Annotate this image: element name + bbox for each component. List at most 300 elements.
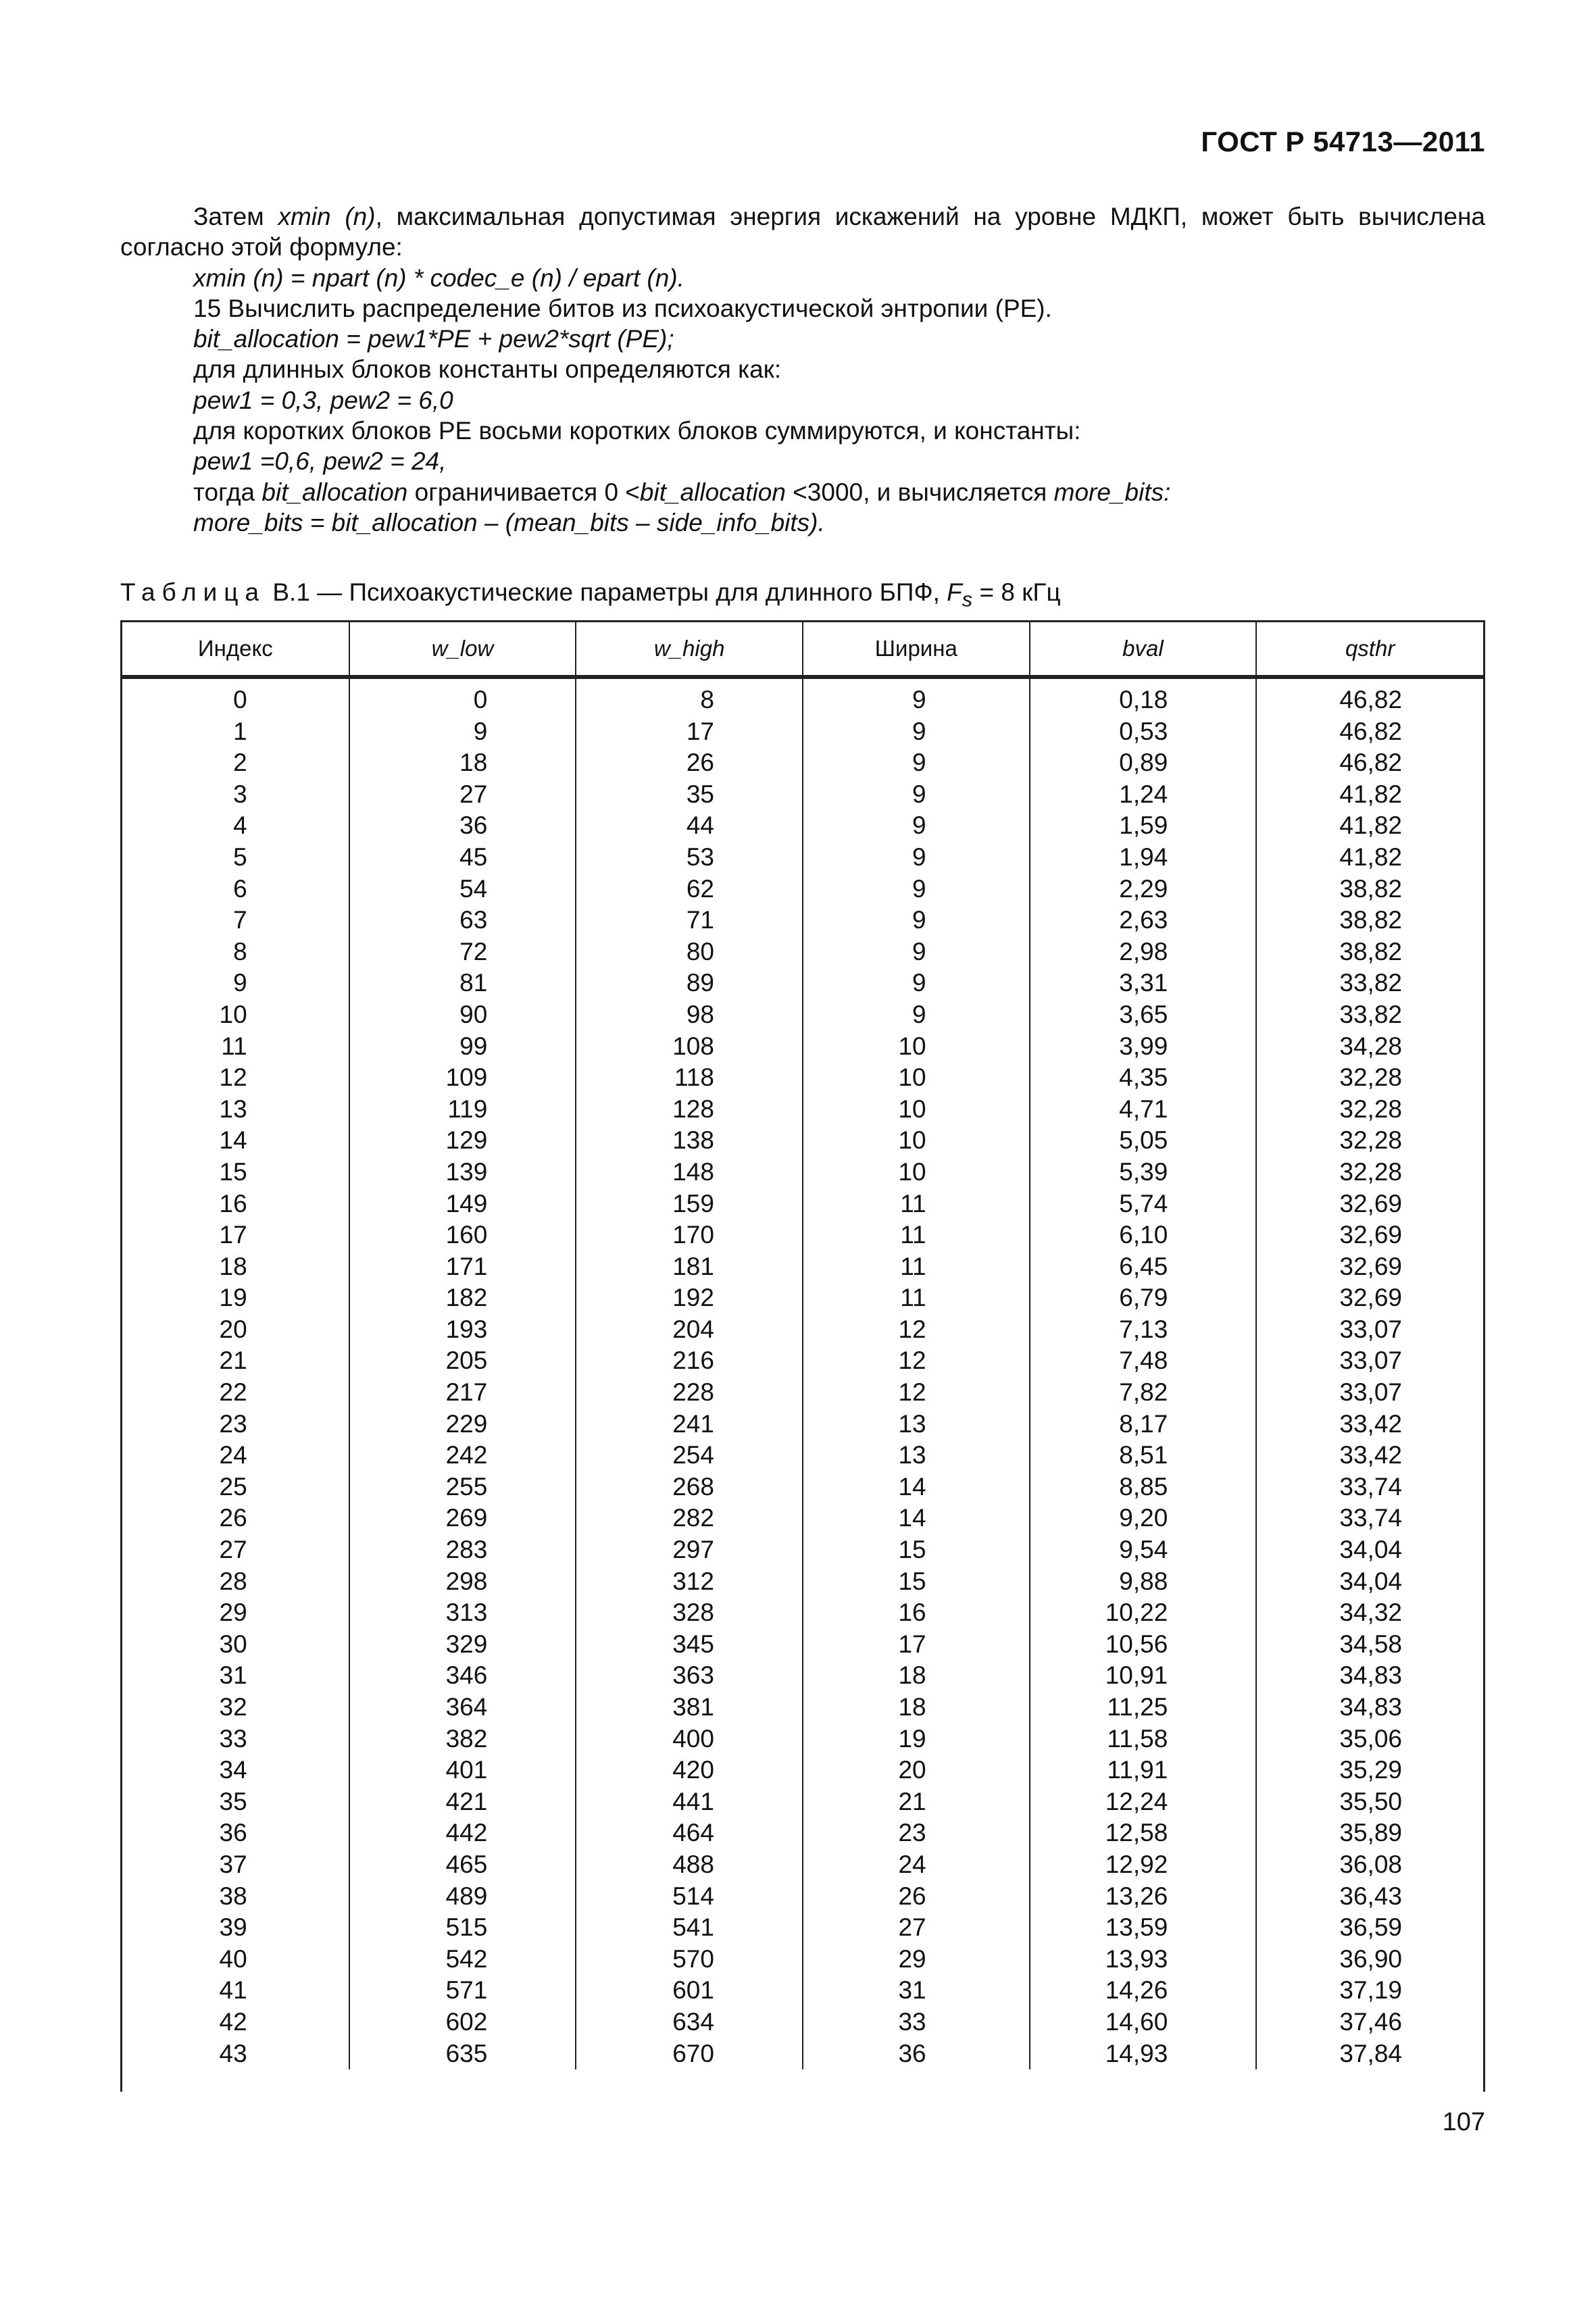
- table-cell: 6: [233, 874, 247, 903]
- table-cell: 313: [349, 1597, 576, 1629]
- table-cell: 1,94: [1030, 842, 1257, 874]
- table-cell: 10: [803, 1125, 1030, 1157]
- table-cell: 9: [803, 684, 1030, 716]
- table-cell: 19: [219, 1284, 247, 1312]
- table-cell: 12: [803, 1377, 1030, 1409]
- table-cell: 138: [576, 1125, 803, 1157]
- table-row: [122, 874, 1483, 905]
- table-cell: 9: [803, 842, 1030, 874]
- table-cell: 602: [349, 2007, 576, 2038]
- table-row: [122, 936, 1483, 968]
- text-run: Затем: [193, 203, 278, 230]
- table-cell: 30: [219, 1630, 247, 1658]
- table-cell: 35,06: [1256, 1724, 1483, 1755]
- table-cell: 63: [349, 905, 576, 936]
- table-row: [122, 1125, 1483, 1157]
- header-width: Ширина: [803, 622, 1030, 676]
- table-cell: 400: [576, 1724, 803, 1755]
- table-cell: 32,28: [1256, 1157, 1483, 1188]
- table-cell: 17: [219, 1221, 247, 1249]
- table-cell: 32,69: [1256, 1251, 1483, 1283]
- table-cell: 32: [219, 1693, 247, 1721]
- table-cell: 1: [233, 717, 247, 745]
- table-cell: 35,89: [1256, 1817, 1483, 1849]
- table-cell: 27: [803, 1912, 1030, 1944]
- table-cell: 34,83: [1256, 1692, 1483, 1724]
- table-cell: 31: [219, 1661, 247, 1690]
- table-cell: 4: [233, 811, 247, 840]
- table-cell: 38,82: [1256, 936, 1483, 968]
- table-cell: 34,04: [1256, 1566, 1483, 1598]
- table-cell: 33,74: [1256, 1472, 1483, 1503]
- table-cell: 514: [576, 1881, 803, 1913]
- table-cell: 34: [219, 1756, 247, 1784]
- formula-text: more_bits = bit_allocation – (mean_bits – side_info_bits).: [193, 508, 825, 536]
- data-table: [122, 622, 1483, 2069]
- table-cell: 12,92: [1030, 1849, 1257, 1881]
- table-cell: 192: [576, 1282, 803, 1314]
- table-cell: 217: [349, 1377, 576, 1409]
- table-cell: 14,60: [1030, 2007, 1257, 2038]
- table-cell: 36: [219, 1819, 247, 1847]
- variable: more_bits:: [1053, 478, 1171, 506]
- table-cell: 3,65: [1030, 999, 1257, 1031]
- table-cell: 46,82: [1256, 747, 1483, 779]
- table-cell: 1,59: [1030, 810, 1257, 842]
- table-cell: 10,22: [1030, 1597, 1257, 1629]
- step-15: 15 Вычислить распределение битов из психоакустической энтропии (PE).: [193, 294, 1052, 322]
- table-cell: 13: [219, 1095, 247, 1123]
- table-cell: 8,51: [1030, 1440, 1257, 1472]
- table-cell: 15: [803, 1534, 1030, 1566]
- table-cell: 33,07: [1256, 1345, 1483, 1377]
- table-cell: 14,93: [1030, 2038, 1257, 2070]
- table-cell: 381: [576, 1692, 803, 1724]
- table-cell: 81: [349, 967, 576, 999]
- table-cell: 9: [803, 716, 1030, 748]
- table-cell: 13,26: [1030, 1881, 1257, 1913]
- table-row: [122, 810, 1483, 842]
- table-cell: 159: [576, 1188, 803, 1220]
- table-cell: 12: [803, 1345, 1030, 1377]
- table-cell: 71: [576, 905, 803, 936]
- table-cell: 20: [803, 1755, 1030, 1786]
- table-cell: 541: [576, 1912, 803, 1944]
- table-cell: 108: [576, 1031, 803, 1063]
- table-cell: 32,28: [1256, 1125, 1483, 1157]
- table-cell: 24: [803, 1849, 1030, 1881]
- table-cell: 204: [576, 1314, 803, 1346]
- text-run: тогда: [193, 478, 262, 506]
- table-cell: 36,59: [1256, 1912, 1483, 1944]
- table-row: [122, 716, 1483, 748]
- text-run: <3000, и вычисляется: [785, 478, 1054, 506]
- table-cell: 9: [803, 747, 1030, 779]
- table-cell: 99: [349, 1031, 576, 1063]
- table-cell: 21: [219, 1347, 247, 1375]
- table-cell: 268: [576, 1472, 803, 1503]
- table-cell: 8: [233, 937, 247, 965]
- table-cell: 5,39: [1030, 1157, 1257, 1188]
- formula-text: xmin (n) = npart (n) * codec_e (n) / epart (n).: [193, 263, 684, 292]
- table-cell: 98: [576, 999, 803, 1031]
- table-cell: 3,99: [1030, 1031, 1257, 1063]
- table-cell: 18: [803, 1660, 1030, 1692]
- table-cell: 515: [349, 1912, 576, 1944]
- table-cell: 33,42: [1256, 1440, 1483, 1472]
- table-cell: 35,29: [1256, 1755, 1483, 1786]
- table-row: [122, 1912, 1483, 1944]
- table-cell: 13: [803, 1409, 1030, 1440]
- table-row: [122, 1251, 1483, 1283]
- table-cell: 241: [576, 1409, 803, 1440]
- table-row: [122, 1566, 1483, 1598]
- table-cell: 31: [803, 1975, 1030, 2007]
- table-cell: 10: [219, 1000, 247, 1028]
- table-cell: 36,90: [1256, 1944, 1483, 1976]
- table-cell: 193: [349, 1314, 576, 1346]
- table-cell: 229: [349, 1409, 576, 1440]
- table-cell: 346: [349, 1660, 576, 1692]
- table-cell: 8: [576, 684, 803, 716]
- table-cell: 41: [219, 1976, 247, 2005]
- table-cell: 6,79: [1030, 1282, 1257, 1314]
- table-cell: 4,71: [1030, 1094, 1257, 1126]
- table-cell: 14,26: [1030, 1975, 1257, 2007]
- text-run: ограничивается 0 <: [407, 478, 640, 506]
- table-cell: 312: [576, 1566, 803, 1598]
- table-cell: 297: [576, 1534, 803, 1566]
- table-cell: 39: [219, 1913, 247, 1942]
- table-cell: 18: [803, 1692, 1030, 1724]
- table-cell: 181: [576, 1251, 803, 1283]
- table-cell: 0: [349, 684, 576, 716]
- table-row: [122, 1377, 1483, 1409]
- table-cell: 382: [349, 1724, 576, 1755]
- table-cell: 9: [803, 999, 1030, 1031]
- table-cell: 129: [349, 1125, 576, 1157]
- table-cell: 0,89: [1030, 747, 1257, 779]
- table-row: [122, 1975, 1483, 2007]
- header-row: [122, 622, 1483, 676]
- table-cell: 488: [576, 1849, 803, 1881]
- table-cell: 41,82: [1256, 779, 1483, 811]
- table-row: [122, 747, 1483, 779]
- table-row: [122, 1660, 1483, 1692]
- table-cell: 601: [576, 1975, 803, 2007]
- table-cell: 33,74: [1256, 1503, 1483, 1534]
- table-cell: 170: [576, 1219, 803, 1251]
- table-cell: 282: [576, 1503, 803, 1534]
- table-cell: 3: [233, 780, 247, 808]
- table-cell: 9,88: [1030, 1566, 1257, 1598]
- table-row: [122, 842, 1483, 874]
- paragraph-continuation: согласно этой формуле:: [120, 233, 403, 261]
- table-row: [122, 1440, 1483, 1472]
- table-cell: 9: [803, 905, 1030, 936]
- page-number: 107: [1442, 2108, 1485, 2136]
- table-cell: 17: [803, 1629, 1030, 1661]
- table-cell: 20: [219, 1315, 247, 1343]
- table-cell: 345: [576, 1629, 803, 1661]
- table-cell: 89: [576, 967, 803, 999]
- table-cell: 118: [576, 1062, 803, 1094]
- table-row: [122, 1629, 1483, 1661]
- table-cell: 283: [349, 1534, 576, 1566]
- table-cell: 43: [219, 2039, 247, 2067]
- table-cell: 28: [219, 1567, 247, 1595]
- table-cell: 8,85: [1030, 1472, 1257, 1503]
- table-cell: 9: [803, 779, 1030, 811]
- table-cell: 363: [576, 1660, 803, 1692]
- table-row: [122, 1314, 1483, 1346]
- table-cell: 32,28: [1256, 1062, 1483, 1094]
- table-cell: 41,82: [1256, 810, 1483, 842]
- table-cell: 26: [576, 747, 803, 779]
- table-cell: 2,29: [1030, 874, 1257, 905]
- table-cell: 16: [219, 1189, 247, 1217]
- table-cell: 33,42: [1256, 1409, 1483, 1440]
- table-row: [122, 1157, 1483, 1188]
- table-cell: 10,91: [1030, 1660, 1257, 1692]
- limit-text: [120, 477, 1485, 507]
- table-row: [122, 684, 1483, 716]
- table-cell: 489: [349, 1881, 576, 1913]
- variable: bit_allocation: [261, 478, 408, 506]
- table-cell: 38,82: [1256, 905, 1483, 936]
- formula-xmin: [120, 263, 1485, 293]
- table-row: [122, 1409, 1483, 1440]
- table-cell: 128: [576, 1094, 803, 1126]
- table-row: [122, 1282, 1483, 1314]
- table-cell: 10: [803, 1031, 1030, 1063]
- table-cell: 10: [803, 1094, 1030, 1126]
- table-cell: 2,98: [1030, 936, 1257, 968]
- table-cell: 33: [219, 1724, 247, 1753]
- table-cell: 420: [576, 1755, 803, 1786]
- table-cell: 14: [219, 1126, 247, 1155]
- table-cell: 41,82: [1256, 842, 1483, 874]
- table-cell: 44: [576, 810, 803, 842]
- table-cell: 3,31: [1030, 967, 1257, 999]
- document-header: ГОСТ Р 54713—2011: [1201, 126, 1485, 157]
- table-cell: 35,50: [1256, 1786, 1483, 1818]
- table-cell: 34,83: [1256, 1660, 1483, 1692]
- table-cell: 15: [219, 1157, 247, 1186]
- table-cell: 35: [219, 1787, 247, 1815]
- table-row: [122, 2038, 1483, 2070]
- table-cell: 33,07: [1256, 1314, 1483, 1346]
- table-cell: 14: [803, 1472, 1030, 1503]
- table-cell: 26: [219, 1504, 247, 1532]
- paragraph-xmin: [120, 201, 1485, 232]
- table-cell: 32,69: [1256, 1219, 1483, 1251]
- table-cell: 35: [576, 779, 803, 811]
- table-cell: 328: [576, 1597, 803, 1629]
- table-cell: 205: [349, 1345, 576, 1377]
- formula-text: bit_allocation = pew1*PE + pew2*sqrt (PE);: [193, 325, 674, 353]
- table-cell: 9: [349, 716, 576, 748]
- table-row: [122, 1724, 1483, 1755]
- table-cell: 54: [349, 874, 576, 905]
- variable: xmin (n): [278, 203, 376, 230]
- table-cell: 27: [349, 779, 576, 811]
- formula-more-bits: [120, 507, 1485, 538]
- table-cell: 7,13: [1030, 1314, 1257, 1346]
- table-cell: 11: [803, 1219, 1030, 1251]
- table-cell: 17: [576, 716, 803, 748]
- table-cell: 12,24: [1030, 1786, 1257, 1818]
- table-cell: 401: [349, 1755, 576, 1786]
- formula-bit-allocation: [120, 324, 1485, 354]
- table-cell: 25: [219, 1472, 247, 1501]
- long-blocks-constants: [120, 385, 1485, 416]
- table-cell: 109: [349, 1062, 576, 1094]
- table-cell: 24: [219, 1441, 247, 1469]
- table-cell: 0: [233, 686, 247, 713]
- table-cell: 90: [349, 999, 576, 1031]
- table-cell: 4,35: [1030, 1062, 1257, 1094]
- table-cell: 36: [803, 2038, 1030, 2070]
- table-cell: 464: [576, 1817, 803, 1849]
- table-cell: 7,48: [1030, 1345, 1257, 1377]
- table-cell: 12: [219, 1063, 247, 1092]
- table-cell: 26: [803, 1881, 1030, 1913]
- table-row: [122, 1786, 1483, 1818]
- parameters-table: [120, 620, 1485, 2092]
- formula-text: pew1 = 0,3, pew2 = 6,0: [193, 386, 453, 414]
- table-cell: 18: [349, 747, 576, 779]
- table-cell: 0,18: [1030, 684, 1257, 716]
- table-cell: 9: [803, 936, 1030, 968]
- table-cell: 635: [349, 2038, 576, 2070]
- table-cell: 242: [349, 1440, 576, 1472]
- table-cell: 11,58: [1030, 1724, 1257, 1755]
- table-cell: 12: [803, 1314, 1030, 1346]
- table-cell: 36,43: [1256, 1881, 1483, 1913]
- table-row: [122, 1755, 1483, 1786]
- table-cell: 13,93: [1030, 1944, 1257, 1976]
- table-cell: 139: [349, 1157, 576, 1188]
- table-cell: 32,69: [1256, 1282, 1483, 1314]
- header-gap: [122, 678, 1483, 685]
- table-cell: 23: [803, 1817, 1030, 1849]
- table-cell: 37,84: [1256, 2038, 1483, 2070]
- table-cell: 9: [803, 874, 1030, 905]
- table-cell: 13,59: [1030, 1912, 1257, 1944]
- table-row: [122, 1849, 1483, 1881]
- table-cell: 32,69: [1256, 1188, 1483, 1220]
- table-row: [122, 1817, 1483, 1849]
- short-blocks-text: для коротких блоков PE восьми коротких блоков суммируются, и константы:: [193, 417, 1081, 445]
- long-blocks-text: для длинных блоков константы определяются как:: [193, 355, 782, 384]
- table-cell: 298: [349, 1566, 576, 1598]
- caption-text: В.1 — Психоакустические параметры для длинного БПФ,: [272, 578, 947, 606]
- table-row: [122, 1472, 1483, 1503]
- table-cell: 36,08: [1256, 1849, 1483, 1881]
- table-cell: 16: [803, 1597, 1030, 1629]
- table-cell: 228: [576, 1377, 803, 1409]
- table-cell: 634: [576, 2007, 803, 2038]
- table-cell: 571: [349, 1975, 576, 2007]
- table-cell: 254: [576, 1440, 803, 1472]
- table-cell: 9: [233, 969, 247, 997]
- table-cell: 46,82: [1256, 716, 1483, 748]
- table-cell: 72: [349, 936, 576, 968]
- table-cell: 171: [349, 1251, 576, 1283]
- table-cell: 33,82: [1256, 967, 1483, 999]
- table-cell: 2,63: [1030, 905, 1257, 936]
- table-cell: 40: [219, 1944, 247, 1973]
- table-cell: 329: [349, 1629, 576, 1661]
- table-cell: 34,58: [1256, 1629, 1483, 1661]
- table-cell: 42: [219, 2007, 247, 2036]
- table-cell: 29: [803, 1944, 1030, 1976]
- table-row: [122, 1345, 1483, 1377]
- table-cell: 160: [349, 1219, 576, 1251]
- variable: bit_allocation: [639, 478, 786, 506]
- table-cell: 255: [349, 1472, 576, 1503]
- table-cell: 14: [803, 1503, 1030, 1534]
- table-row: [122, 1188, 1483, 1220]
- table-cell: 9,54: [1030, 1534, 1257, 1566]
- table-cell: 33,07: [1256, 1377, 1483, 1409]
- table-row: [122, 1944, 1483, 1976]
- table-cell: 5,74: [1030, 1188, 1257, 1220]
- caption-tail: = 8 кГц: [972, 578, 1061, 606]
- table-cell: 149: [349, 1188, 576, 1220]
- table-cell: 12,58: [1030, 1817, 1257, 1849]
- table-cell: 38: [219, 1882, 247, 1910]
- table-cell: 34,32: [1256, 1597, 1483, 1629]
- table-row: [122, 1219, 1483, 1251]
- table-cell: 10: [803, 1157, 1030, 1188]
- table-cell: 21: [803, 1786, 1030, 1818]
- table-cell: 465: [349, 1849, 576, 1881]
- table-cell: 119: [349, 1094, 576, 1126]
- table-row: [122, 779, 1483, 811]
- table-cell: 7,82: [1030, 1377, 1257, 1409]
- table-cell: 542: [349, 1944, 576, 1976]
- table-cell: 46,82: [1256, 684, 1483, 716]
- table-cell: 13: [803, 1440, 1030, 1472]
- table-cell: 11: [221, 1032, 247, 1060]
- table-cell: 6,45: [1030, 1251, 1257, 1283]
- table-cell: 80: [576, 936, 803, 968]
- table-cell: 9,20: [1030, 1503, 1257, 1534]
- table-cell: 9: [803, 810, 1030, 842]
- table-cell: 0,53: [1030, 716, 1257, 748]
- table-row: [122, 905, 1483, 936]
- table-row: [122, 1031, 1483, 1063]
- table-cell: 29: [219, 1599, 247, 1627]
- table-cell: 11: [803, 1251, 1030, 1283]
- table-body: [122, 684, 1483, 2069]
- table-cell: 18: [219, 1252, 247, 1280]
- table-caption: [120, 577, 1061, 614]
- table-cell: 10: [803, 1062, 1030, 1094]
- table-cell: 148: [576, 1157, 803, 1188]
- table-cell: 33: [803, 2007, 1030, 2038]
- text-run: , максимальная допустимая энергия искажений на уровне МДКП, может быть вычислена: [375, 203, 1485, 230]
- table-cell: 182: [349, 1282, 576, 1314]
- table-cell: 11: [803, 1282, 1030, 1314]
- table-cell: 62: [576, 874, 803, 905]
- table-cell: 27: [219, 1536, 247, 1564]
- table-cell: 269: [349, 1503, 576, 1534]
- header-w-low: w_low: [349, 622, 576, 676]
- table-cell: 364: [349, 1692, 576, 1724]
